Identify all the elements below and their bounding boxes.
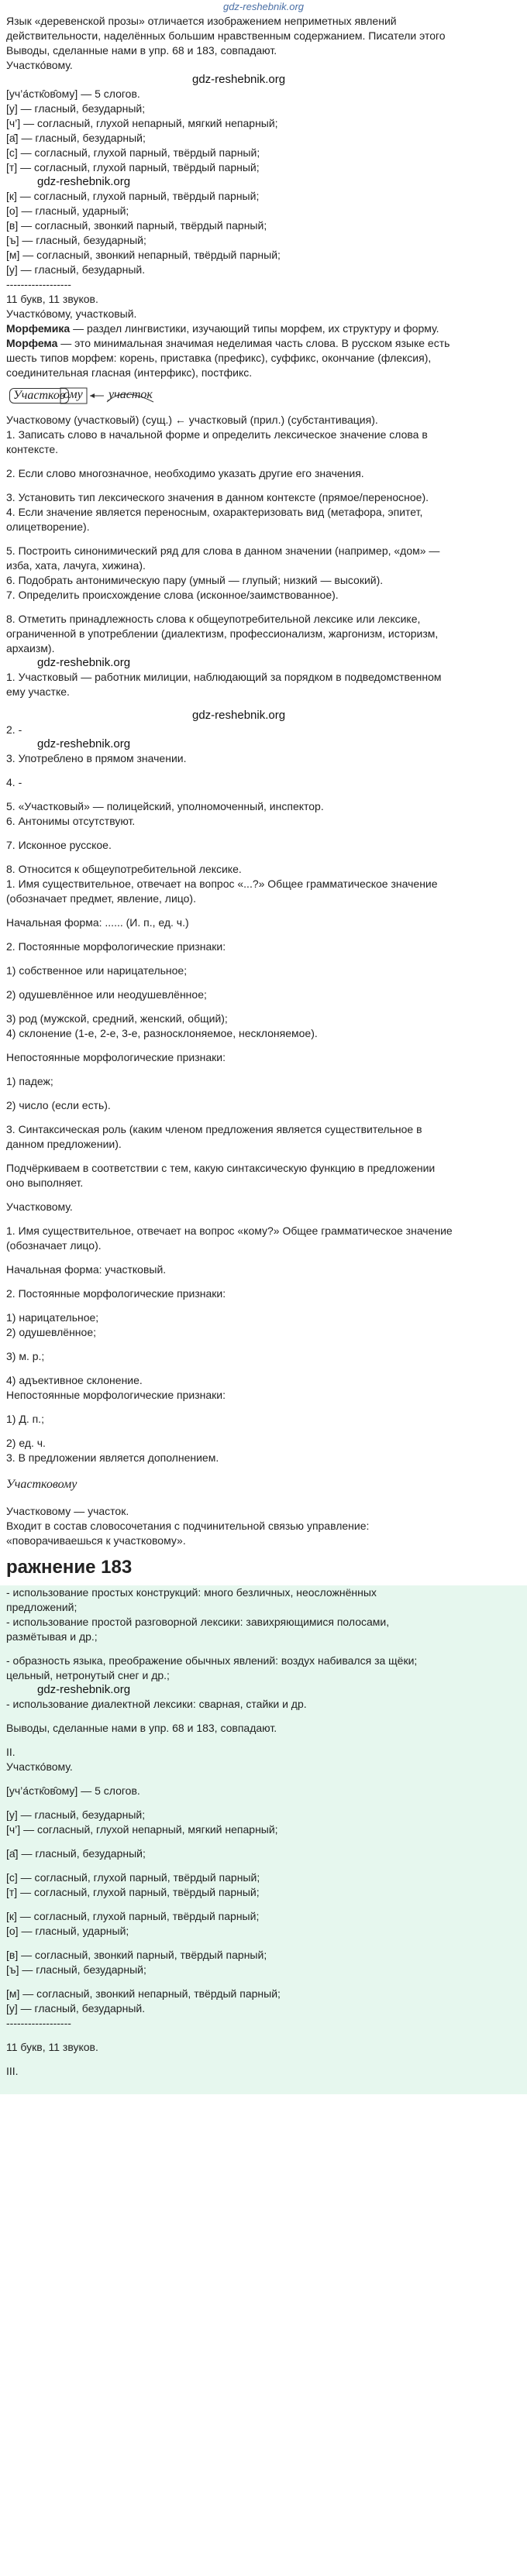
exercise-title: ражнение 183: [0, 1554, 527, 1581]
intro-line: Участко́вому.: [6, 59, 73, 71]
morph-answer-line: Начальная форма: участковый.: [6, 1263, 167, 1276]
analysis-line: цельный, нетронутый снег и др.;: [6, 1669, 170, 1681]
morpheme-text: — это минимальная значимая неделимая часть слова. В русском языке есть: [57, 337, 450, 349]
analysis-line: предложений;: [6, 1601, 78, 1613]
morpheme-diagram: [6, 383, 521, 410]
morph-plan-line: 2) число (если есть).: [6, 1099, 111, 1111]
lexical-plan-line: 4. Если значение является переносным, охарактеризовать вид (метафора, эпитет,: [6, 506, 423, 518]
morph-plan-line: 3. Синтаксическая роль (каким членом предложения является существительное в: [6, 1123, 422, 1135]
morph-plan-line: 3) род (мужской, средний, женский, общий);: [6, 1012, 228, 1025]
morph-answer-line: 4) адъективное склонение.: [6, 1374, 143, 1386]
analysis-line: - использование диалектной лексики: сварная, стайки и др.: [6, 1698, 307, 1710]
analysis-line: [у] — гласный, безударный;: [6, 1808, 146, 1821]
phonetic-line: [т] — согласный, глухой парный, твёрдый парный;: [6, 161, 260, 173]
lexical-plan-line: ограниченной в употреблении (диалектизм, профессионализм, жаргонизм, историзм,: [6, 627, 439, 640]
analysis-line: - образность языка, преображение обычных явлений: воздух набивался за щёки;: [6, 1654, 418, 1667]
watermark: gdz-reshebnik.org: [192, 73, 286, 86]
lexical-answer-line: 7. Исконное русское.: [6, 839, 112, 851]
morphemics-definition: [6, 321, 521, 336]
morph-answer-line: 1. Имя существительное, отвечает на вопрос «кому?» Общее грамматическое значение: [6, 1224, 453, 1237]
phonetic-line: [о] — гласный, ударный;: [6, 204, 129, 217]
morph-answer-line: 3. В предложении является дополнением.: [6, 1451, 219, 1464]
analysis-line: [уч’а́стк̑ов̑ому] — 5 слогов.: [6, 1784, 140, 1797]
top-watermark: gdz-reshebnik.org: [222, 1, 305, 12]
phonetic-line: [у] — гласный, безударный.: [6, 263, 146, 276]
morph-plan-line: 4) склонение (1-е, 2-е, 3-е, разносклоняемое, несклоняемое).: [6, 1027, 318, 1039]
morpheme-definition: [6, 336, 521, 351]
analysis-line: [а̂] — гласный, безударный;: [6, 1847, 146, 1860]
part-one: [0, 14, 527, 1548]
analysis-line: [к] — согласный, глухой парный, твёрдый парный;: [6, 1910, 260, 1922]
watermark: gdz-reshebnik.org: [37, 737, 131, 750]
morpheme-definition-line: шесть типов морфем: корень, приставка (префикс), суффикс, окончание (флексия),: [6, 352, 432, 364]
watermark: gdz-reshebnik.org: [192, 709, 286, 722]
morph-word: Участков: [9, 388, 69, 404]
phonetic-line: [в] — согласный, звонкий парный, твёрдый парный;: [6, 219, 267, 232]
morphemics-term: Морфемика: [6, 322, 71, 335]
phonetic-line: [уч’а́стк̑ов̑ому] — 5 слогов.: [6, 88, 140, 100]
morph-plan-line: 1) собственное или нарицательное;: [6, 964, 188, 977]
lexical-plan-line: 8. Отметить принадлежность слова к общеупотребительной лексике или лексике,: [6, 613, 421, 625]
lexical-plan-line: 3. Установить тип лексического значения в данном контексте (прямое/переносное).: [6, 491, 429, 503]
lexical-answer-line: 4. -: [6, 776, 22, 788]
analysis-line: [м] — согласный, звонкий непарный, твёрдый парный;: [6, 1987, 281, 2000]
morph-answer-line: 2) одушевлённое;: [6, 1326, 96, 1338]
lexical-answer-line: 5. «Участковый» — полицейский, уполномоченный, инспектор.: [6, 800, 324, 812]
analysis-line: [в] — согласный, звонкий парный, твёрдый парный;: [6, 1949, 267, 1961]
part-two: [0, 1585, 527, 2094]
lexical-answer-line: 2. -: [6, 723, 22, 736]
phonetic-line: [к] — согласный, глухой парный, твёрдый парный;: [6, 190, 260, 202]
morph-answer-line: 1) нарицательное;: [6, 1311, 99, 1324]
analysis-line: II.: [6, 1746, 16, 1758]
word-forms: Участко́вому, участковый.: [6, 307, 137, 320]
morph-plan-line: 1. Имя существительное, отвечает на вопрос «...?» Общее грамматическое значение: [6, 878, 438, 890]
lexical-plan-line: 1. Записать слово в начальной форме и определить лексическое значение слова в: [6, 428, 428, 441]
lexical-answer-line: 6. Антонимы отсутствуют.: [6, 815, 136, 827]
morph-base: участок: [108, 388, 153, 401]
letter-count: 11 букв, 11 звуков.: [6, 293, 98, 305]
lexical-plan-line: олицетворение).: [6, 520, 90, 533]
morph-plan-line: 2. Постоянные морфологические признаки:: [6, 940, 226, 953]
intro-line: Язык «деревенской прозы» отличается изображением неприметных явлений: [6, 15, 397, 27]
morph-plan-line: (обозначает предмет, явление, лицо).: [6, 892, 196, 905]
analysis-line: - использование простой разговорной лексики: завихряющимися полосами,: [6, 1616, 390, 1628]
morph-plan-line: 2) одушевлённое или неодушевлённое;: [6, 988, 207, 1001]
morph-plan-line: Участковому.: [6, 1200, 73, 1213]
phonetic-line: [с] — согласный, глухой парный, твёрдый парный;: [6, 146, 260, 159]
lexical-answer-line: 1. Участковый — работник милиции, наблюдающий за порядком в подведомственном: [6, 671, 442, 683]
handwritten-word: Участковому: [6, 1478, 78, 1491]
derivation-line: Участковому (участковый) (сущ.) ← участковый (прил.) (субстантивация).: [6, 414, 378, 426]
analysis-line: Выводы, сделанные нами в упр. 68 и 183, совпадают.: [6, 1722, 277, 1734]
morph-plan-line: 1) падеж;: [6, 1075, 53, 1087]
morph-answer-line: 1) Д. п.;: [6, 1413, 44, 1425]
morph-ending: ому: [64, 388, 83, 401]
lexical-plan-line: контексте.: [6, 443, 59, 455]
analysis-line: III.: [6, 2065, 19, 2077]
phrase-line: «поворачиваешься к участковому».: [6, 1534, 186, 1547]
analysis-line: 11 букв, 11 звуков.: [6, 2041, 98, 2053]
analysis-line: [т] — согласный, глухой парный, твёрдый парный;: [6, 1886, 260, 1898]
morph-plan-line: Непостоянные морфологические признаки:: [6, 1051, 226, 1063]
phonetic-line: [м] — согласный, звонкий непарный, твёрдый парный;: [6, 249, 281, 261]
morph-plan-line: оно выполняет.: [6, 1176, 84, 1189]
analysis-line: [ъ] — гласный, безударный;: [6, 1963, 146, 1976]
phrase-line: Участковому — участок.: [6, 1505, 129, 1517]
watermark: gdz-reshebnik.org: [37, 656, 131, 669]
analysis-line: размётывая и др.;: [6, 1630, 98, 1643]
analysis-line: [о] — гласный, ударный;: [6, 1925, 129, 1937]
morphemics-text: — раздел лингвистики, изучающий типы морфем, их структуру и форму.: [70, 322, 439, 335]
lexical-plan-line: 2. Если слово многозначное, необходимо указать другие его значения.: [6, 467, 364, 479]
analysis-line: - использование простых конструкций: много безличных, неосложнённых: [6, 1586, 377, 1599]
morph-answer-line: (обозначает лицо).: [6, 1239, 102, 1252]
intro-line: действительности, наделённых большим нравственным содержанием. Писатели этого: [6, 29, 446, 42]
lexical-answer-line: ему участке.: [6, 685, 70, 698]
watermark: gdz-reshebnik.org: [37, 175, 131, 188]
morph-plan-line: Начальная форма: ...... (И. п., ед. ч.): [6, 916, 189, 929]
morpheme-definition-line: соединительная гласная (интерфикс), постфикс.: [6, 366, 253, 379]
intro-line: Выводы, сделанные нами в упр. 68 и 183, совпадают.: [6, 44, 277, 57]
phrase-line: Входит в состав словосочетания с подчинительной связью управление:: [6, 1520, 370, 1532]
phonetic-line: [у] — гласный, безударный;: [6, 102, 146, 115]
morph-answer-line: Непостоянные морфологические признаки:: [6, 1389, 226, 1401]
lexical-plan-line: 5. Построить синонимический ряд для слова в данном значении (например, «дом» —: [6, 544, 440, 557]
analysis-line: Участко́вому.: [6, 1760, 73, 1773]
lexical-plan-line: 7. Определить происхождение слова (исконное/заимствованное).: [6, 589, 339, 601]
morph-plan-line: данном предложении).: [6, 1138, 122, 1150]
phonetic-line: [а̂] — гласный, безударный;: [6, 132, 146, 144]
phonetic-line: [ъ] — гласный, безударный;: [6, 234, 146, 246]
analysis-line: [с] — согласный, глухой парный, твёрдый парный;: [6, 1871, 260, 1884]
watermark: gdz-reshebnik.org: [37, 1683, 131, 1696]
phonetic-line: [ч’] — согласный, глухой непарный, мягкий непарный;: [6, 117, 278, 129]
lexical-answer-line: 8. Относится к общеупотребительной лексике.: [6, 863, 242, 875]
morph-answer-line: 2. Постоянные морфологические признаки:: [6, 1287, 226, 1300]
arrow-head: [90, 393, 95, 398]
morpheme-term: Морфема: [6, 337, 58, 349]
analysis-line: [у] — гласный, безударный.: [6, 2002, 146, 2014]
dash-separator: ------------------: [6, 278, 71, 290]
morph-answer-line: 2) ед. ч.: [6, 1437, 46, 1449]
dash-separator: ------------------: [6, 2017, 71, 2029]
lexical-plan-line: 6. Подобрать антонимическую пару (умный — глупый; низкий — высокий).: [6, 574, 384, 586]
lexical-plan-line: архаизм).: [6, 642, 55, 654]
morph-plan-line: Подчёркиваем в соответствии с тем, какую синтаксическую функцию в предложении: [6, 1162, 436, 1174]
analysis-line: [ч’] — согласный, глухой непарный, мягкий непарный;: [6, 1823, 278, 1836]
lexical-answer-line: 3. Употреблено в прямом значении.: [6, 752, 187, 764]
morph-answer-line: 3) м. р.;: [6, 1350, 45, 1362]
lexical-plan-line: изба, хата, лачуга, хижина).: [6, 559, 146, 572]
